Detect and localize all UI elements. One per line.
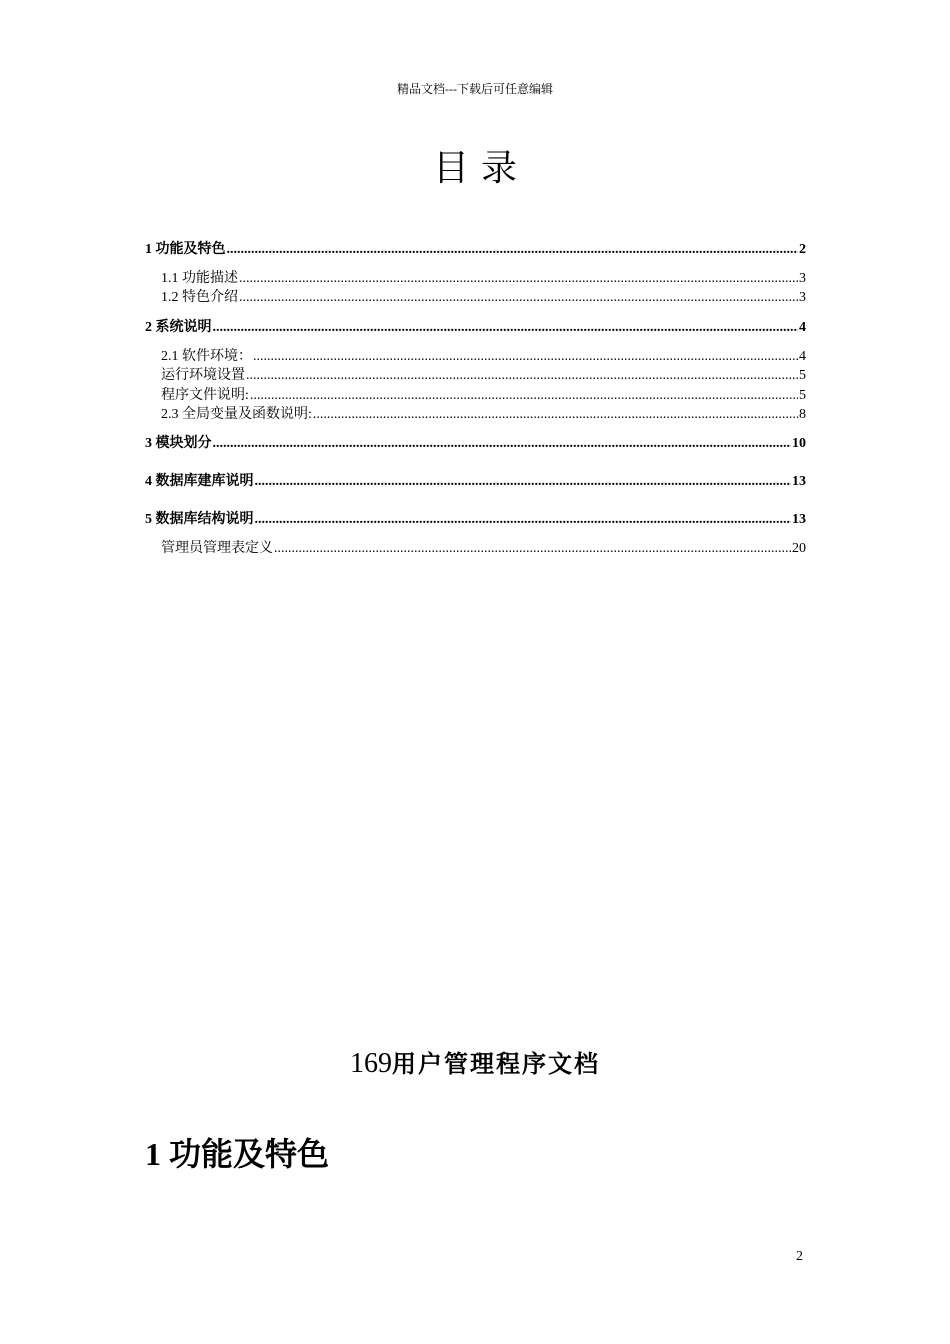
toc-entry-page: 4	[799, 348, 806, 364]
toc-entry-text: 运行环境设置	[161, 368, 245, 384]
table-of-contents	[145, 240, 806, 559]
toc-entry[interactable]	[145, 347, 806, 366]
toc-leader-dots	[213, 434, 792, 453]
toc-entry-text: 1.1 功能描述	[161, 271, 238, 286]
toc-entry-page: 2	[799, 242, 806, 257]
document-title-text: 用户管理程序文档	[392, 1050, 600, 1078]
toc-leader-dots	[253, 347, 798, 366]
toc-entry-text: 1.2 特色介绍	[161, 290, 238, 306]
toc-entry-text: 4 数据库建库说明	[145, 474, 254, 490]
toc-leader-dots	[239, 288, 798, 307]
toc-entry-page: 8	[799, 407, 806, 423]
toc-entry-text: 程序文件说明:	[161, 387, 249, 403]
toc-entry-text: 3 模块划分	[145, 436, 212, 452]
toc-entry[interactable]	[145, 288, 806, 307]
toc-entry-page: 3	[799, 290, 806, 306]
toc-entry-text: 2.3 全局变量及函数说明:	[161, 407, 312, 423]
toc-entry[interactable]	[145, 510, 806, 529]
toc-title: 目录	[432, 148, 529, 189]
toc-entry[interactable]	[145, 269, 806, 288]
toc-entry[interactable]	[145, 405, 806, 424]
toc-entry[interactable]	[145, 366, 806, 385]
toc-entry-page: 4	[799, 319, 806, 335]
toc-leader-dots	[255, 472, 792, 491]
toc-entry-page: 10	[792, 436, 806, 452]
toc-entry-text: 2.1 软件环境：	[161, 348, 252, 364]
toc-entry-text: 5 数据库结构说明	[145, 512, 254, 528]
toc-leader-dots	[250, 386, 798, 405]
toc-entry[interactable]	[145, 318, 806, 337]
toc-leader-dots	[313, 405, 798, 424]
document-title	[0, 1044, 950, 1084]
toc-leader-dots	[239, 269, 798, 288]
toc-entry-page: 13	[792, 474, 806, 490]
toc-entry[interactable]	[145, 472, 806, 491]
toc-entry-page: 13	[792, 512, 806, 528]
toc-entry-page: 5	[799, 368, 806, 384]
toc-entry-page: 20	[792, 541, 806, 557]
toc-entry-text: 1 功能及特色	[145, 242, 226, 257]
page-header-note: 精品文档---下载后可任意编辑	[397, 82, 553, 96]
toc-entry-page: 5	[799, 387, 806, 403]
toc-entry-text: 2 系统说明	[145, 319, 212, 335]
toc-entry[interactable]	[145, 240, 806, 259]
toc-leader-dots	[274, 539, 791, 558]
toc-entry[interactable]	[145, 539, 806, 558]
toc-leader-dots	[246, 366, 798, 385]
toc-entry-text: 管理员管理表定义	[161, 541, 273, 557]
toc-leader-dots	[227, 240, 799, 259]
toc-entry[interactable]	[145, 434, 806, 453]
toc-entry[interactable]	[145, 386, 806, 405]
toc-entry-page: 3	[799, 271, 806, 286]
toc-leader-dots	[255, 510, 792, 529]
section-heading: 1 功能及特色	[145, 1136, 330, 1172]
document-title-number: 169	[350, 1048, 392, 1079]
page-number: 2	[796, 1249, 803, 1264]
toc-leader-dots	[213, 318, 799, 337]
